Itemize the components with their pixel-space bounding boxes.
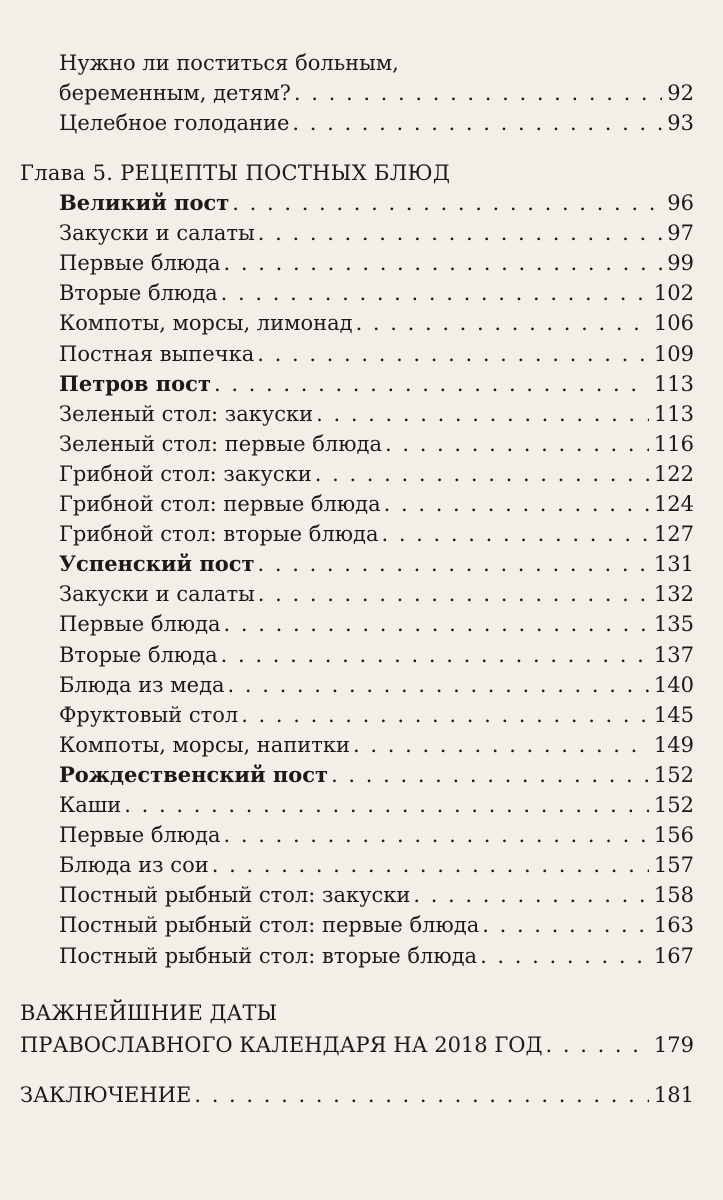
toc-page-number: 158 bbox=[653, 883, 694, 907]
toc-entry bbox=[59, 730, 694, 760]
fast-heading: Успенский пост bbox=[59, 551, 255, 576]
toc-page-number: 96 bbox=[667, 191, 694, 215]
dot-leader bbox=[224, 248, 663, 278]
toc-entry-title: Грибной стол: закуски bbox=[59, 462, 312, 486]
dot-leader bbox=[480, 941, 649, 971]
toc-entry bbox=[59, 369, 694, 399]
toc-entry bbox=[59, 339, 694, 369]
toc-entry-title: Закуски и салаты bbox=[59, 221, 255, 245]
toc-page-number: 181 bbox=[653, 1083, 694, 1107]
toc-entry bbox=[59, 459, 694, 489]
toc-page-number: 179 bbox=[653, 1033, 694, 1057]
dot-leader bbox=[258, 549, 649, 579]
toc-entry bbox=[20, 1030, 694, 1060]
dot-leader bbox=[214, 369, 649, 399]
toc-entry-title: Нужно ли поститься больным, bbox=[59, 51, 399, 75]
toc-entry bbox=[59, 790, 694, 820]
fast-heading: Петров пост bbox=[59, 371, 211, 396]
toc-page-number: 135 bbox=[653, 612, 694, 636]
toc-entry bbox=[20, 1080, 694, 1110]
toc-entry bbox=[59, 248, 694, 278]
toc-page-number: 152 bbox=[653, 763, 694, 787]
toc-page-number: 132 bbox=[653, 582, 694, 606]
toc-page-number: 93 bbox=[667, 111, 694, 135]
toc-entry bbox=[59, 218, 694, 248]
toc-entry-title: Блюда из меда bbox=[59, 673, 225, 697]
toc-entry-title: беременным, детям? bbox=[59, 81, 291, 105]
dot-leader bbox=[331, 760, 649, 790]
toc-entry bbox=[59, 670, 694, 700]
toc-page-number: 149 bbox=[653, 733, 694, 757]
section-heading: ВАЖНЕЙШНИЕ ДАТЫ bbox=[20, 1001, 278, 1025]
toc-page-number: 106 bbox=[653, 311, 694, 335]
toc-entry bbox=[59, 760, 694, 790]
dot-leader bbox=[224, 820, 649, 850]
toc-page-number: 122 bbox=[653, 462, 694, 486]
toc-entry-title: Грибной стол: первые блюда bbox=[59, 492, 381, 516]
toc-entry-title: Блюда из сои bbox=[59, 853, 209, 877]
toc-entry-title: Грибной стол: вторые блюда bbox=[59, 522, 379, 546]
toc-page-number: 152 bbox=[653, 793, 694, 817]
toc-page-number: 97 bbox=[667, 221, 694, 245]
dot-leader bbox=[232, 188, 662, 218]
toc-entry-title: Каши bbox=[59, 793, 122, 817]
toc-entry bbox=[59, 700, 694, 730]
toc-page-number: 127 bbox=[653, 522, 694, 546]
toc-page-number: 145 bbox=[653, 703, 694, 727]
toc-entry-title: ЗАКЛЮЧЕНИЕ bbox=[20, 1083, 192, 1107]
toc-entry-title: Первые блюда bbox=[59, 251, 221, 275]
toc-entry-title: Вторые блюда bbox=[59, 643, 218, 667]
toc-entry-title: Постный рыбный стол: вторые блюда bbox=[59, 944, 478, 968]
dot-leader bbox=[228, 670, 649, 700]
dot-leader bbox=[356, 308, 649, 338]
toc-entry-title: ПРАВОСЛАВНОГО КАЛЕНДАРЯ НА 2018 ГОД bbox=[20, 1033, 543, 1057]
toc-entry bbox=[59, 910, 694, 940]
toc-entry-title: Зеленый стол: первые блюда bbox=[59, 432, 382, 456]
dot-leader bbox=[258, 218, 662, 248]
toc-entry bbox=[59, 579, 694, 609]
dot-leader bbox=[413, 880, 649, 910]
toc-entry-title: Первые блюда bbox=[59, 612, 221, 636]
toc-entry bbox=[59, 188, 694, 218]
toc-page-number: 102 bbox=[653, 281, 694, 305]
toc-page-number: 131 bbox=[653, 552, 694, 576]
dot-leader bbox=[194, 1080, 649, 1110]
toc-page-number: 116 bbox=[653, 432, 694, 456]
dot-leader bbox=[315, 459, 649, 489]
dot-leader bbox=[224, 609, 649, 639]
toc-page-number: 140 bbox=[653, 673, 694, 697]
toc-entry-title: Постный рыбный стол: первые блюда bbox=[59, 913, 480, 937]
dot-leader bbox=[482, 910, 649, 940]
toc-page-number: 109 bbox=[653, 342, 694, 366]
dot-leader bbox=[124, 790, 649, 820]
dot-leader bbox=[257, 339, 649, 369]
toc-entry bbox=[59, 429, 694, 459]
fast-heading: Великий пост bbox=[59, 190, 230, 215]
toc-page-number: 157 bbox=[653, 853, 694, 877]
toc-entry-title: Постный рыбный стол: закуски bbox=[59, 883, 411, 907]
dot-leader bbox=[385, 429, 649, 459]
toc-entry bbox=[59, 108, 694, 138]
dot-leader bbox=[384, 489, 649, 519]
toc-entry bbox=[59, 640, 694, 670]
toc-entry bbox=[59, 278, 694, 308]
toc-page-number: 113 bbox=[653, 372, 694, 396]
toc-entry bbox=[59, 399, 694, 429]
toc-page-number: 167 bbox=[653, 944, 694, 968]
dot-leader bbox=[221, 640, 649, 670]
dot-leader bbox=[381, 519, 648, 549]
dot-leader bbox=[212, 850, 649, 880]
toc-entry bbox=[59, 308, 694, 338]
toc-entry-title: Вторые блюда bbox=[59, 281, 218, 305]
toc-entry bbox=[59, 850, 694, 880]
toc-entry bbox=[59, 519, 694, 549]
toc-entry bbox=[59, 78, 694, 108]
toc-page-number: 99 bbox=[667, 251, 694, 275]
toc-entry bbox=[59, 549, 694, 579]
toc-entry bbox=[59, 820, 694, 850]
toc-entry bbox=[59, 489, 694, 519]
toc-entry-title: Компоты, морсы, лимонад bbox=[59, 311, 353, 335]
toc-entry-title: Зеленый стол: закуски bbox=[59, 402, 314, 426]
toc-page-number: 163 bbox=[653, 913, 694, 937]
toc-entry-title: Закуски и салаты bbox=[59, 582, 255, 606]
toc-page-number: 113 bbox=[653, 402, 694, 426]
dot-leader bbox=[221, 278, 649, 308]
fast-heading: Рождественский пост bbox=[59, 762, 329, 787]
dot-leader bbox=[316, 399, 649, 429]
toc-entry bbox=[59, 609, 694, 639]
toc-entry-title: Постная выпечка bbox=[59, 342, 255, 366]
toc-page-number: 92 bbox=[667, 81, 694, 105]
toc-entry-title: Первые блюда bbox=[59, 823, 221, 847]
dot-leader bbox=[258, 579, 649, 609]
toc-page-number: 137 bbox=[653, 643, 694, 667]
toc-page-number: 124 bbox=[653, 492, 694, 516]
toc-entry-title: Компоты, морсы, напитки bbox=[59, 733, 351, 757]
chapter-heading: Глава 5. РЕЦЕПТЫ ПОСТНЫХ БЛЮД bbox=[20, 161, 451, 185]
dot-leader bbox=[292, 108, 662, 138]
toc-entry-title: Целебное голодание bbox=[59, 111, 290, 135]
dot-leader bbox=[241, 700, 649, 730]
dot-leader bbox=[353, 730, 649, 760]
toc-entry bbox=[59, 880, 694, 910]
toc-entry bbox=[59, 941, 694, 971]
dot-leader bbox=[294, 78, 662, 108]
dot-leader bbox=[546, 1030, 649, 1060]
toc-entry-title: Фруктовый стол bbox=[59, 703, 239, 727]
toc-page-number: 156 bbox=[653, 823, 694, 847]
